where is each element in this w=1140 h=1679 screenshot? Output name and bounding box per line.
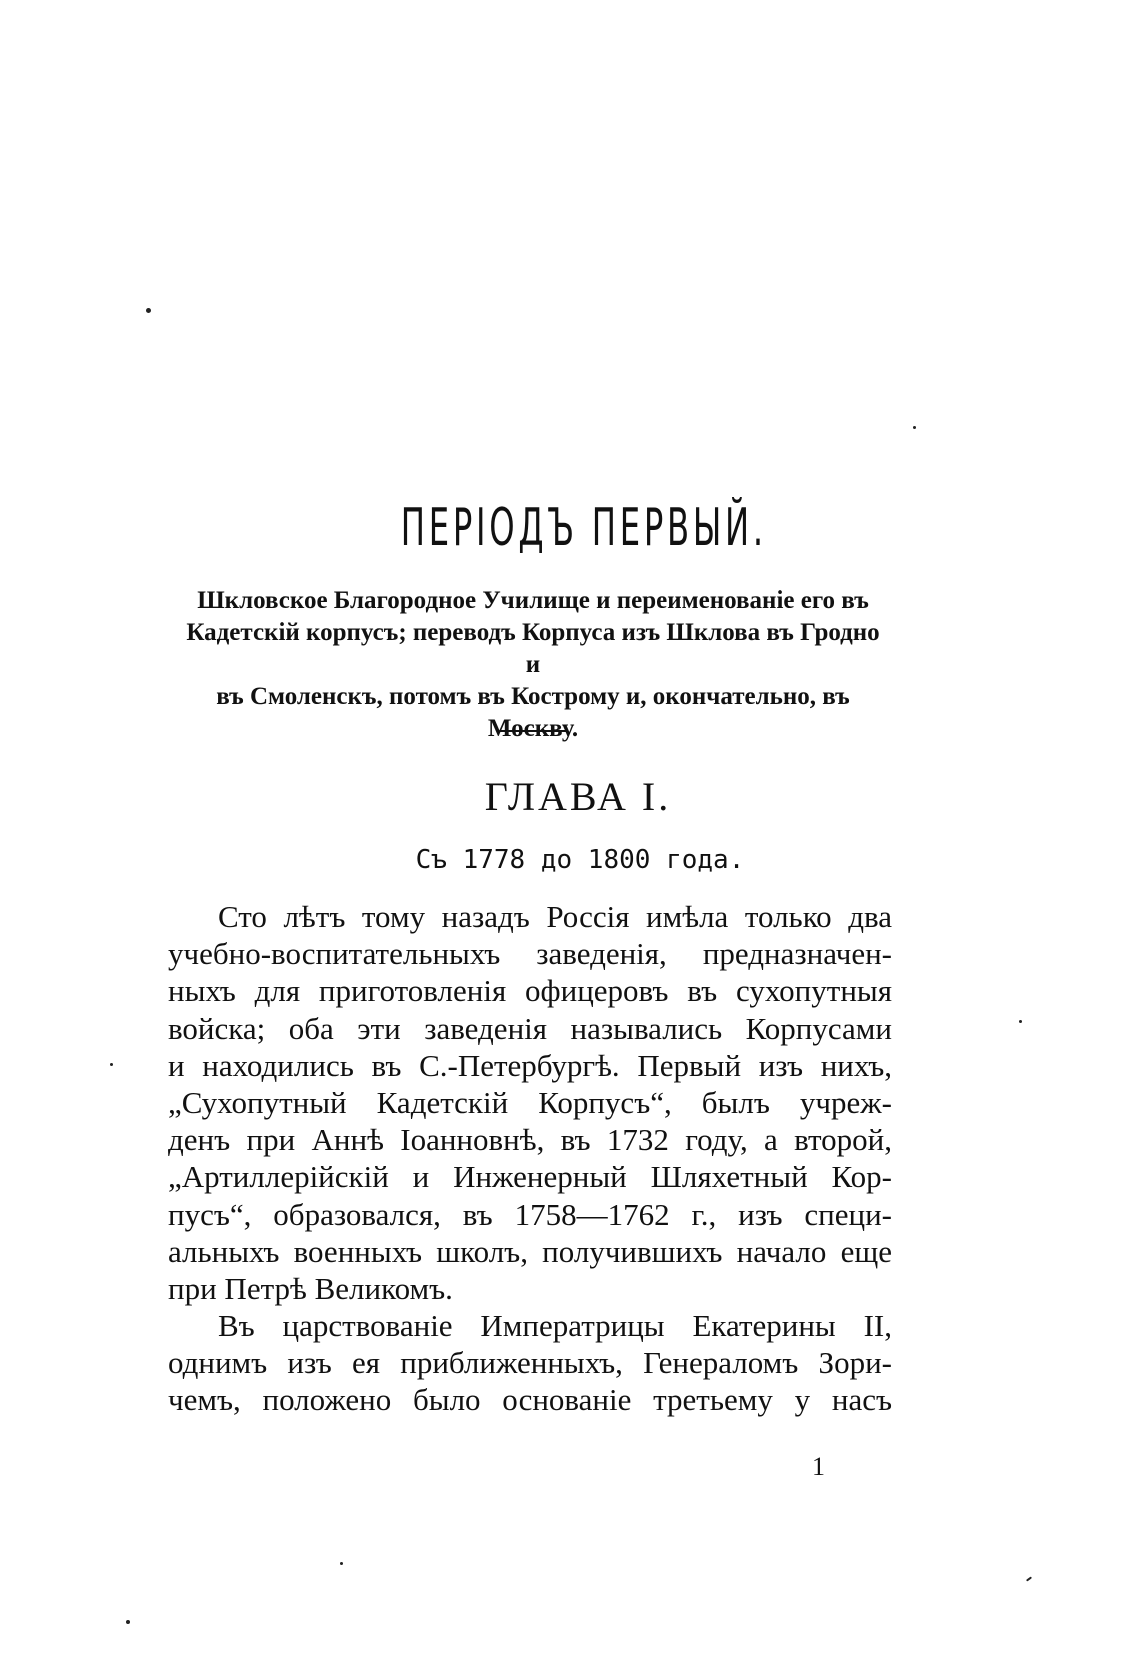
text-line: однимъ изъ ея приближенныхъ, Генераломъ Зори-: [168, 1345, 892, 1381]
period-subtitle: [178, 585, 888, 745]
body-text: [168, 898, 892, 1419]
scan-speck: [146, 308, 151, 313]
text-line: ныхъ для приготовленія офицеровъ въ сухопутныя: [168, 973, 892, 1009]
subtitle-line: Кадетскій корпусъ; переводъ Корпуса изъ Шклова въ Гродно и: [186, 619, 880, 678]
scan-speck: [126, 1620, 130, 1624]
text-line: учебно-воспитательныхъ заведенія, предназначен-: [168, 936, 892, 972]
chapter-title: ГЛАВА I.: [484, 774, 672, 819]
text-line: при Петрѣ Великомъ.: [168, 1270, 453, 1306]
scan-speck: [913, 426, 916, 429]
period-title: ПЕРІОДЪ ПЕРВЫЙ.: [400, 498, 767, 558]
scan-speck: [340, 1562, 343, 1565]
text-line: „Артиллерійскій и Инженерный Шляхетный Кор-: [168, 1159, 892, 1195]
section-divider: [500, 730, 566, 732]
subtitle-line: въ Смоленскъ, потомъ въ Кострому и, окончательно, въ Москву.: [216, 683, 850, 742]
scan-speck: [1019, 1020, 1022, 1023]
text-line: альныхъ военныхъ школъ, получившихъ начало еще: [168, 1233, 892, 1269]
scan-speck: [110, 1063, 113, 1066]
subtitle-line: Шкловское Благородное Училище и переименованіе его въ: [197, 587, 869, 614]
page-number: 1: [812, 1452, 825, 1481]
scan-speck: [1026, 1576, 1032, 1581]
text-line: войска; оба эти заведенія назывались Корпусами: [168, 1010, 892, 1046]
text-line: денъ при Аннѣ Іоанновнѣ, въ 1732 году, а второй,: [168, 1122, 892, 1158]
text-line: Въ царствованіе Императрицы Екатерины II,: [218, 1308, 892, 1344]
text-line: Сто лѣтъ тому назадъ Россія имѣла только два: [218, 899, 892, 934]
text-line: „Сухопутный Кадетскій Корпусъ“, былъ учреж-: [168, 1084, 892, 1120]
text-line: чемъ, положено было основаніе третьему у насъ: [168, 1382, 892, 1418]
text-line: пусъ“, образовался, въ 1758—1762 г., изъ специ-: [168, 1196, 892, 1232]
text-line: и находились въ С.-Петербургѣ. Первый изъ нихъ,: [168, 1047, 892, 1083]
chapter-subtitle: Съ 1778 до 1800 года.: [415, 845, 745, 875]
